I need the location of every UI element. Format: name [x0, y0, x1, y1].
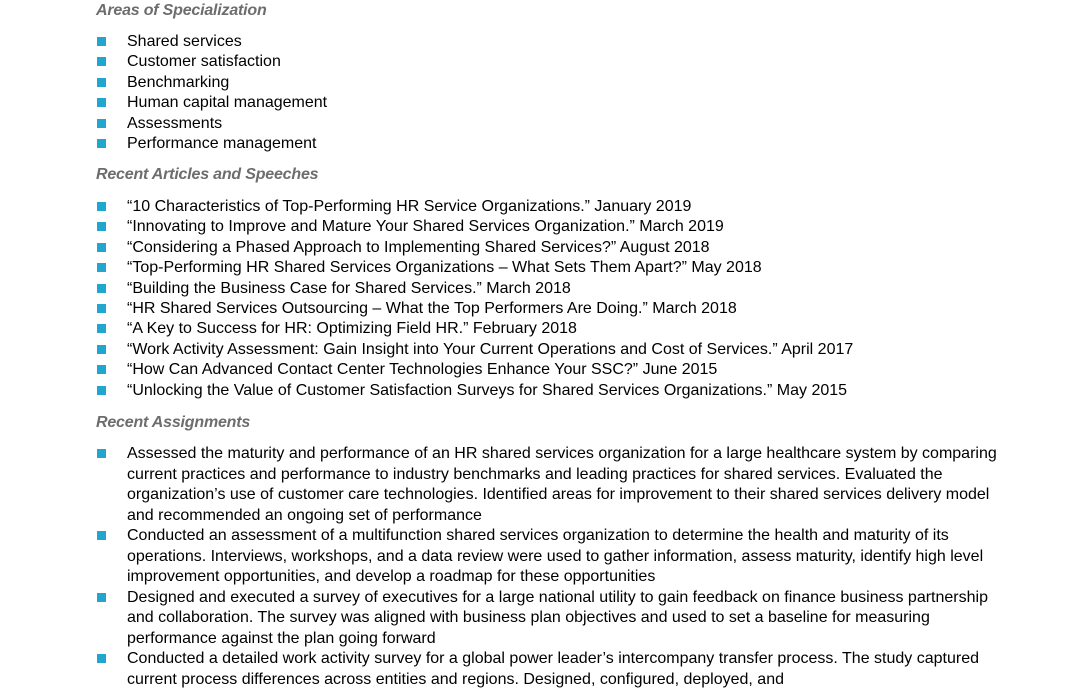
list-item-text: “How Can Advanced Contact Center Technologies Enhance Your SSC?” June 2015	[127, 361, 718, 379]
list-item	[96, 360, 853, 380]
list-item-text: “Building the Business Case for Shared Services.” March 2018	[127, 279, 571, 297]
list-item	[96, 381, 853, 401]
list-item	[96, 340, 853, 360]
list-item-text: Benchmarking	[127, 73, 230, 91]
list-item	[96, 299, 853, 319]
list-item	[96, 217, 853, 237]
bullet-square-icon	[97, 386, 106, 395]
list-item	[96, 444, 997, 526]
bullet-square-icon	[97, 593, 106, 602]
bullet-square-icon	[97, 449, 106, 458]
list-item	[96, 649, 997, 690]
list-item-text: Shared services	[127, 33, 242, 50]
list-item	[96, 93, 327, 113]
bullet-square-icon	[97, 139, 106, 148]
list-item	[96, 279, 853, 299]
bullet-square-icon	[97, 304, 106, 313]
list-item-text: “Work Activity Assessment: Gain Insight into Your Current Operations and Cost of Services.” April 2017	[127, 340, 854, 358]
bullet-square-icon	[97, 98, 106, 107]
bullet-square-icon	[97, 222, 106, 231]
list-item-text: Conducted a detailed work activity survey for a global power leader’s intercompany transfer process. The study captured current process differences across entities and regions. Designed, configured, deployed, and	[127, 650, 979, 688]
specialization-list	[96, 32, 327, 154]
bullet-square-icon	[97, 202, 106, 211]
bullet-square-icon	[97, 654, 106, 663]
list-item	[96, 238, 853, 258]
list-item	[96, 73, 327, 93]
list-item	[96, 134, 327, 154]
list-item-text: Customer satisfaction	[127, 53, 281, 71]
list-item-text: Performance management	[127, 135, 317, 153]
bullet-square-icon	[97, 78, 106, 87]
bullet-square-icon	[97, 531, 106, 540]
specialization-heading: Areas of Specialization	[96, 2, 267, 19]
bullet-square-icon	[97, 324, 106, 333]
list-item	[96, 588, 997, 650]
list-item-text: Conducted an assessment of a multifunction shared services organization to determine the health and maturity of its operations. Interviews, workshops, and a data review were used to gather information, assess maturity, identify high level improvement opportunities, and develop a roadmap for these opportunities	[127, 527, 984, 585]
list-item-text: “Considering a Phased Approach to Implementing Shared Services?” August 2018	[127, 238, 710, 256]
list-item	[96, 52, 327, 72]
articles-list	[96, 197, 853, 401]
articles-heading: Recent Articles and Speeches	[96, 166, 319, 183]
bullet-square-icon	[97, 243, 106, 252]
bullet-square-icon	[97, 263, 106, 272]
bullet-square-icon	[97, 365, 106, 374]
list-item-text: Assessments	[127, 114, 223, 132]
list-item-text: Human capital management	[127, 94, 328, 112]
list-item-text: “Top-Performing HR Shared Services Organizations – What Sets Them Apart?” May 2018	[127, 259, 762, 277]
list-item	[96, 114, 327, 134]
list-item	[96, 526, 997, 588]
bullet-square-icon	[97, 57, 106, 66]
list-item-text: “HR Shared Services Outsourcing – What the Top Performers Are Doing.” March 2018	[127, 300, 737, 318]
list-item	[96, 319, 853, 339]
list-item	[96, 32, 327, 52]
list-item-text: Designed and executed a survey of executives for a large national utility to gain feedback on finance business partnership and collaboration. The survey was aligned with business plan objectives and used to set a baseline for measuring performance against the plan going forward	[127, 588, 988, 647]
assignments-heading: Recent Assignments	[96, 414, 251, 431]
list-item-text: “A Key to Success for HR: Optimizing Field HR.” February 2018	[127, 320, 577, 338]
list-item	[96, 258, 853, 278]
list-item	[96, 197, 853, 217]
assignments-list	[96, 444, 997, 690]
bullet-square-icon	[97, 119, 106, 128]
bullet-square-icon	[97, 37, 106, 46]
list-item-text: Assessed the maturity and performance of an HR shared services organization for a large healthcare system by comparing current practices and performance to industry benchmarks and leading practices for shared services. Evaluated the organization’s use of customer care technologies. Identified areas for improvement to their shared services delivery model and recommended an ongoing set of performance	[127, 445, 997, 524]
list-item-text: “10 Characteristics of Top-Performing HR Service Organizations.” January 2019	[127, 198, 692, 215]
list-item-text: “Innovating to Improve and Mature Your Shared Services Organization.” March 2019	[127, 218, 724, 236]
list-item-text: “Unlocking the Value of Customer Satisfaction Surveys for Shared Services Organizations.” May 2015	[127, 381, 848, 399]
bullet-square-icon	[97, 284, 106, 293]
bullet-square-icon	[97, 345, 106, 354]
